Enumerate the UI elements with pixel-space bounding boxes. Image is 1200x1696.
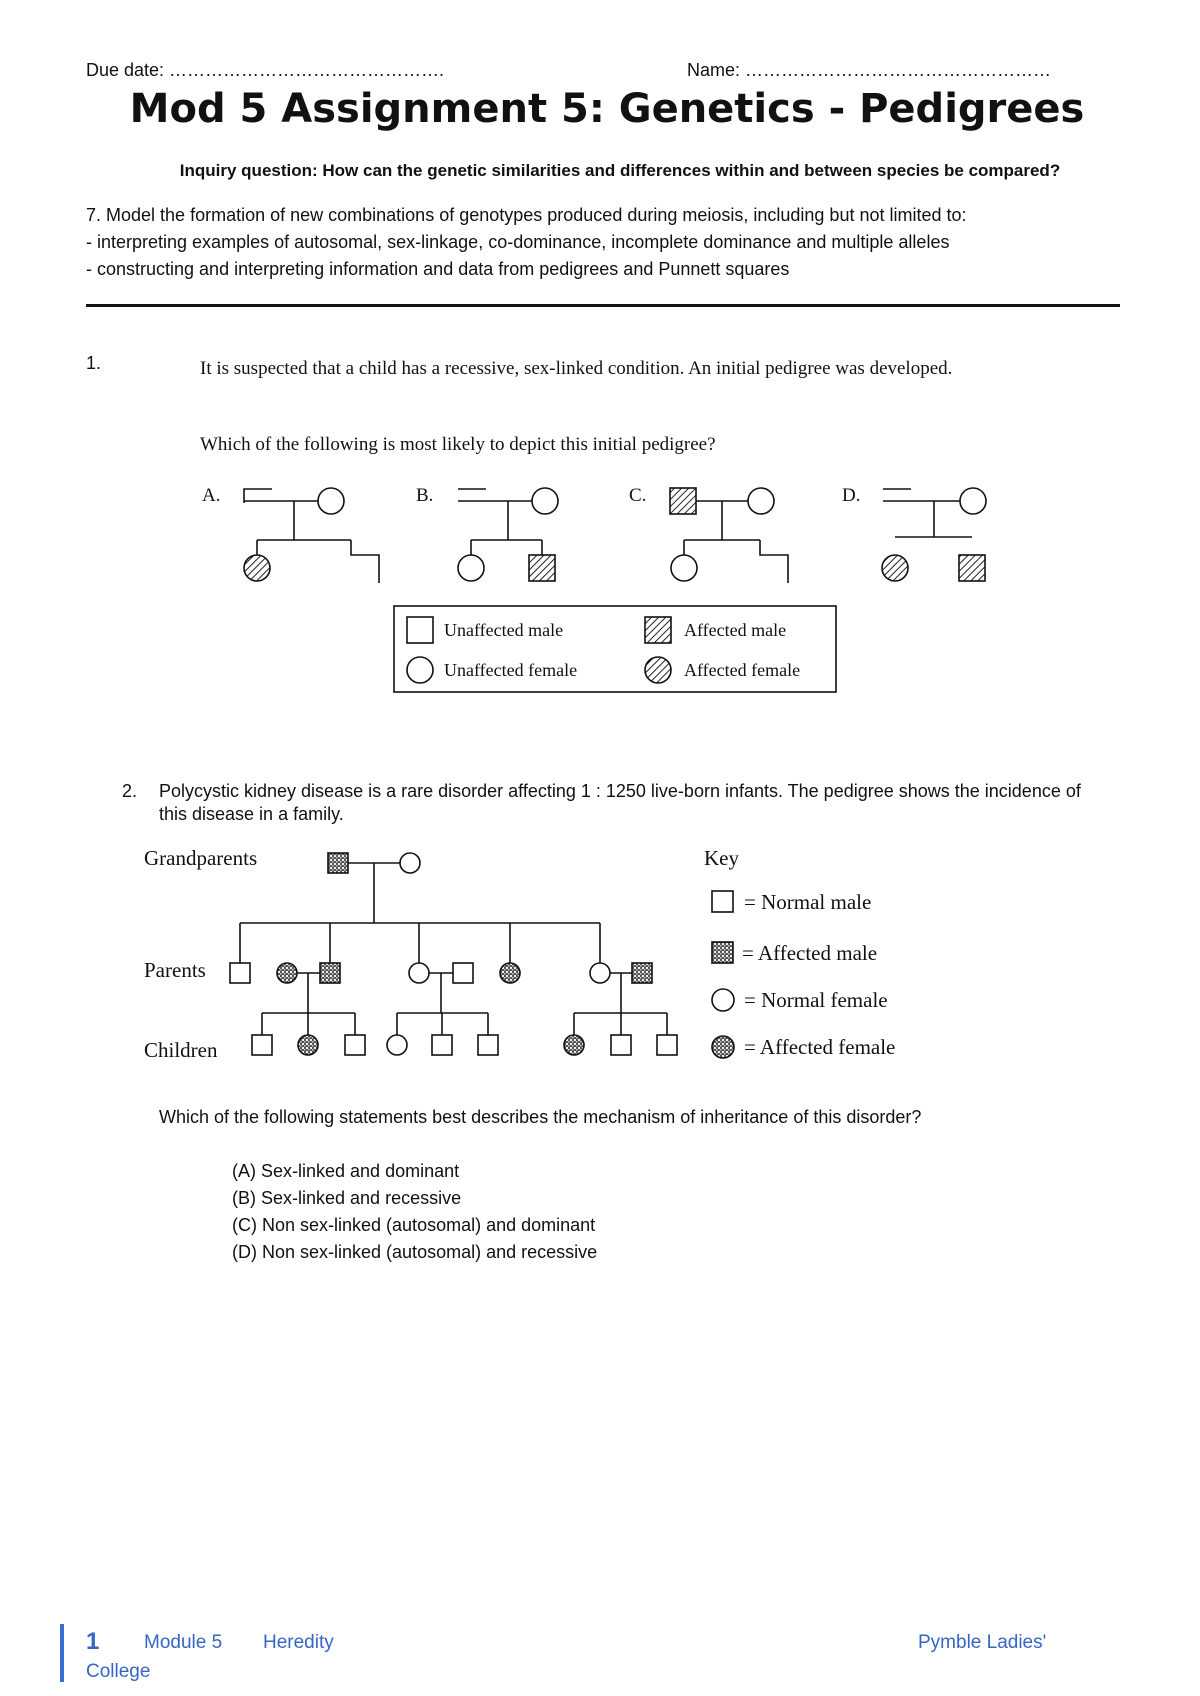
q1-option-b-label: B.	[416, 485, 434, 506]
child-normal-male	[345, 1035, 365, 1055]
section-divider	[86, 304, 1120, 307]
child-normal-male	[252, 1035, 272, 1055]
page-title: Mod 5 Assignment 5: Genetics - Pedigrees	[129, 86, 1085, 132]
affected-male-symbol	[529, 555, 555, 581]
q2-number: 2.	[122, 781, 138, 801]
legend-affected-male: Affected male	[684, 620, 787, 640]
q2-family-pedigree	[130, 835, 930, 1065]
parent-affected-male	[632, 963, 652, 983]
affected-male-symbol	[959, 555, 985, 581]
child-normal-male	[478, 1035, 498, 1055]
q2-option-d[interactable]: (D) Non sex-linked (autosomal) and recessive	[232, 1242, 598, 1262]
key-affected-female: = Affected female	[744, 1035, 896, 1059]
name-field: Name: ……………………………………………	[687, 60, 1052, 80]
q1-pedigree-c	[629, 485, 788, 583]
q2-options	[232, 1158, 597, 1266]
gen-label-grandparents: Grandparents	[144, 846, 258, 870]
q1-legend	[394, 606, 836, 692]
affected-male-symbol	[670, 488, 696, 514]
legend-unaffected-female: Unaffected female	[444, 660, 578, 680]
q1-pedigree-a	[202, 485, 379, 583]
key-normal-female: = Normal female	[744, 988, 888, 1012]
parent-normal-female	[590, 963, 610, 983]
q1-pedigree-d	[842, 485, 986, 581]
q1-option-d-label: D.	[842, 485, 861, 506]
gen-label-parents: Parents	[144, 958, 206, 982]
child-normal-male	[611, 1035, 631, 1055]
parent-affected-female	[500, 963, 520, 983]
affected-female-symbol	[244, 555, 270, 581]
q1-question: Which of the following is most likely to depict this initial pedigree?	[200, 434, 716, 455]
legend-affected-female: Affected female	[684, 660, 801, 680]
footer-school-line-1: Pymble Ladies'	[918, 1632, 1047, 1653]
footer-accent-bar	[60, 1624, 64, 1682]
q2-question: Which of the following statements best describes the mechanism of inheritance of this disorder?	[159, 1107, 922, 1127]
parent-normal-male	[230, 963, 250, 983]
footer-topic: Heredity	[263, 1632, 334, 1653]
grandfather-affected-male	[328, 853, 348, 873]
footer-school-line-2: College	[86, 1661, 151, 1682]
q1-pedigree-b	[416, 485, 558, 581]
syllabus-bullet-2: - constructing and interpreting information and data from pedigrees and Punnett squares	[86, 259, 790, 279]
legend-unaffected-male: Unaffected male	[444, 620, 564, 640]
parent-normal-female	[409, 963, 429, 983]
q2-option-b[interactable]: (B) Sex-linked and recessive	[232, 1188, 462, 1208]
q1-pedigree-diagrams	[190, 470, 1030, 705]
child-affected-female	[564, 1035, 584, 1055]
due-date-field: Due date: ……………………………………….	[86, 60, 445, 80]
grandmother-normal-female	[400, 853, 420, 873]
syllabus-point: 7. Model the formation of new combinations of genotypes produced during meiosis, including but not limited to:	[86, 205, 967, 225]
inquiry-question: Inquiry question: How can the genetic similarities and differences within and between species be compared?	[179, 161, 1061, 180]
footer-module: Module 5	[144, 1632, 223, 1653]
child-normal-male	[432, 1035, 452, 1055]
parent-affected-female	[277, 963, 297, 983]
key-title: Key	[704, 846, 739, 870]
affected-female-symbol	[882, 555, 908, 581]
q1-stem: It is suspected that a child has a recessive, sex-linked condition. An initial pedigree was developed.	[200, 358, 953, 379]
q2-stem: Polycystic kidney disease is a rare disorder affecting 1 : 1250 live-born infants. The pedigree shows the incidence of this disease in a family.	[159, 781, 1081, 824]
q1-number: 1.	[86, 353, 102, 373]
child-affected-female	[298, 1035, 318, 1055]
child-normal-female	[387, 1035, 407, 1055]
syllabus-bullet-1: - interpreting examples of autosomal, sex-linkage, co-dominance, incomplete dominance and multiple alleles	[86, 232, 950, 252]
gen-label-children: Children	[144, 1038, 218, 1062]
parent-normal-male	[453, 963, 473, 983]
key-affected-male: = Affected male	[742, 941, 878, 965]
q1-option-c-label: C.	[629, 485, 647, 506]
q2-option-a[interactable]: (A) Sex-linked and dominant	[232, 1161, 460, 1181]
footer-page-number: 1	[86, 1628, 100, 1655]
q2-key	[704, 846, 895, 1059]
q2-option-c[interactable]: (C) Non sex-linked (autosomal) and dominant	[232, 1215, 596, 1235]
q1-option-a-label: A.	[202, 485, 221, 506]
child-normal-male	[657, 1035, 677, 1055]
key-normal-male: = Normal male	[744, 890, 872, 914]
parent-affected-male	[320, 963, 340, 983]
